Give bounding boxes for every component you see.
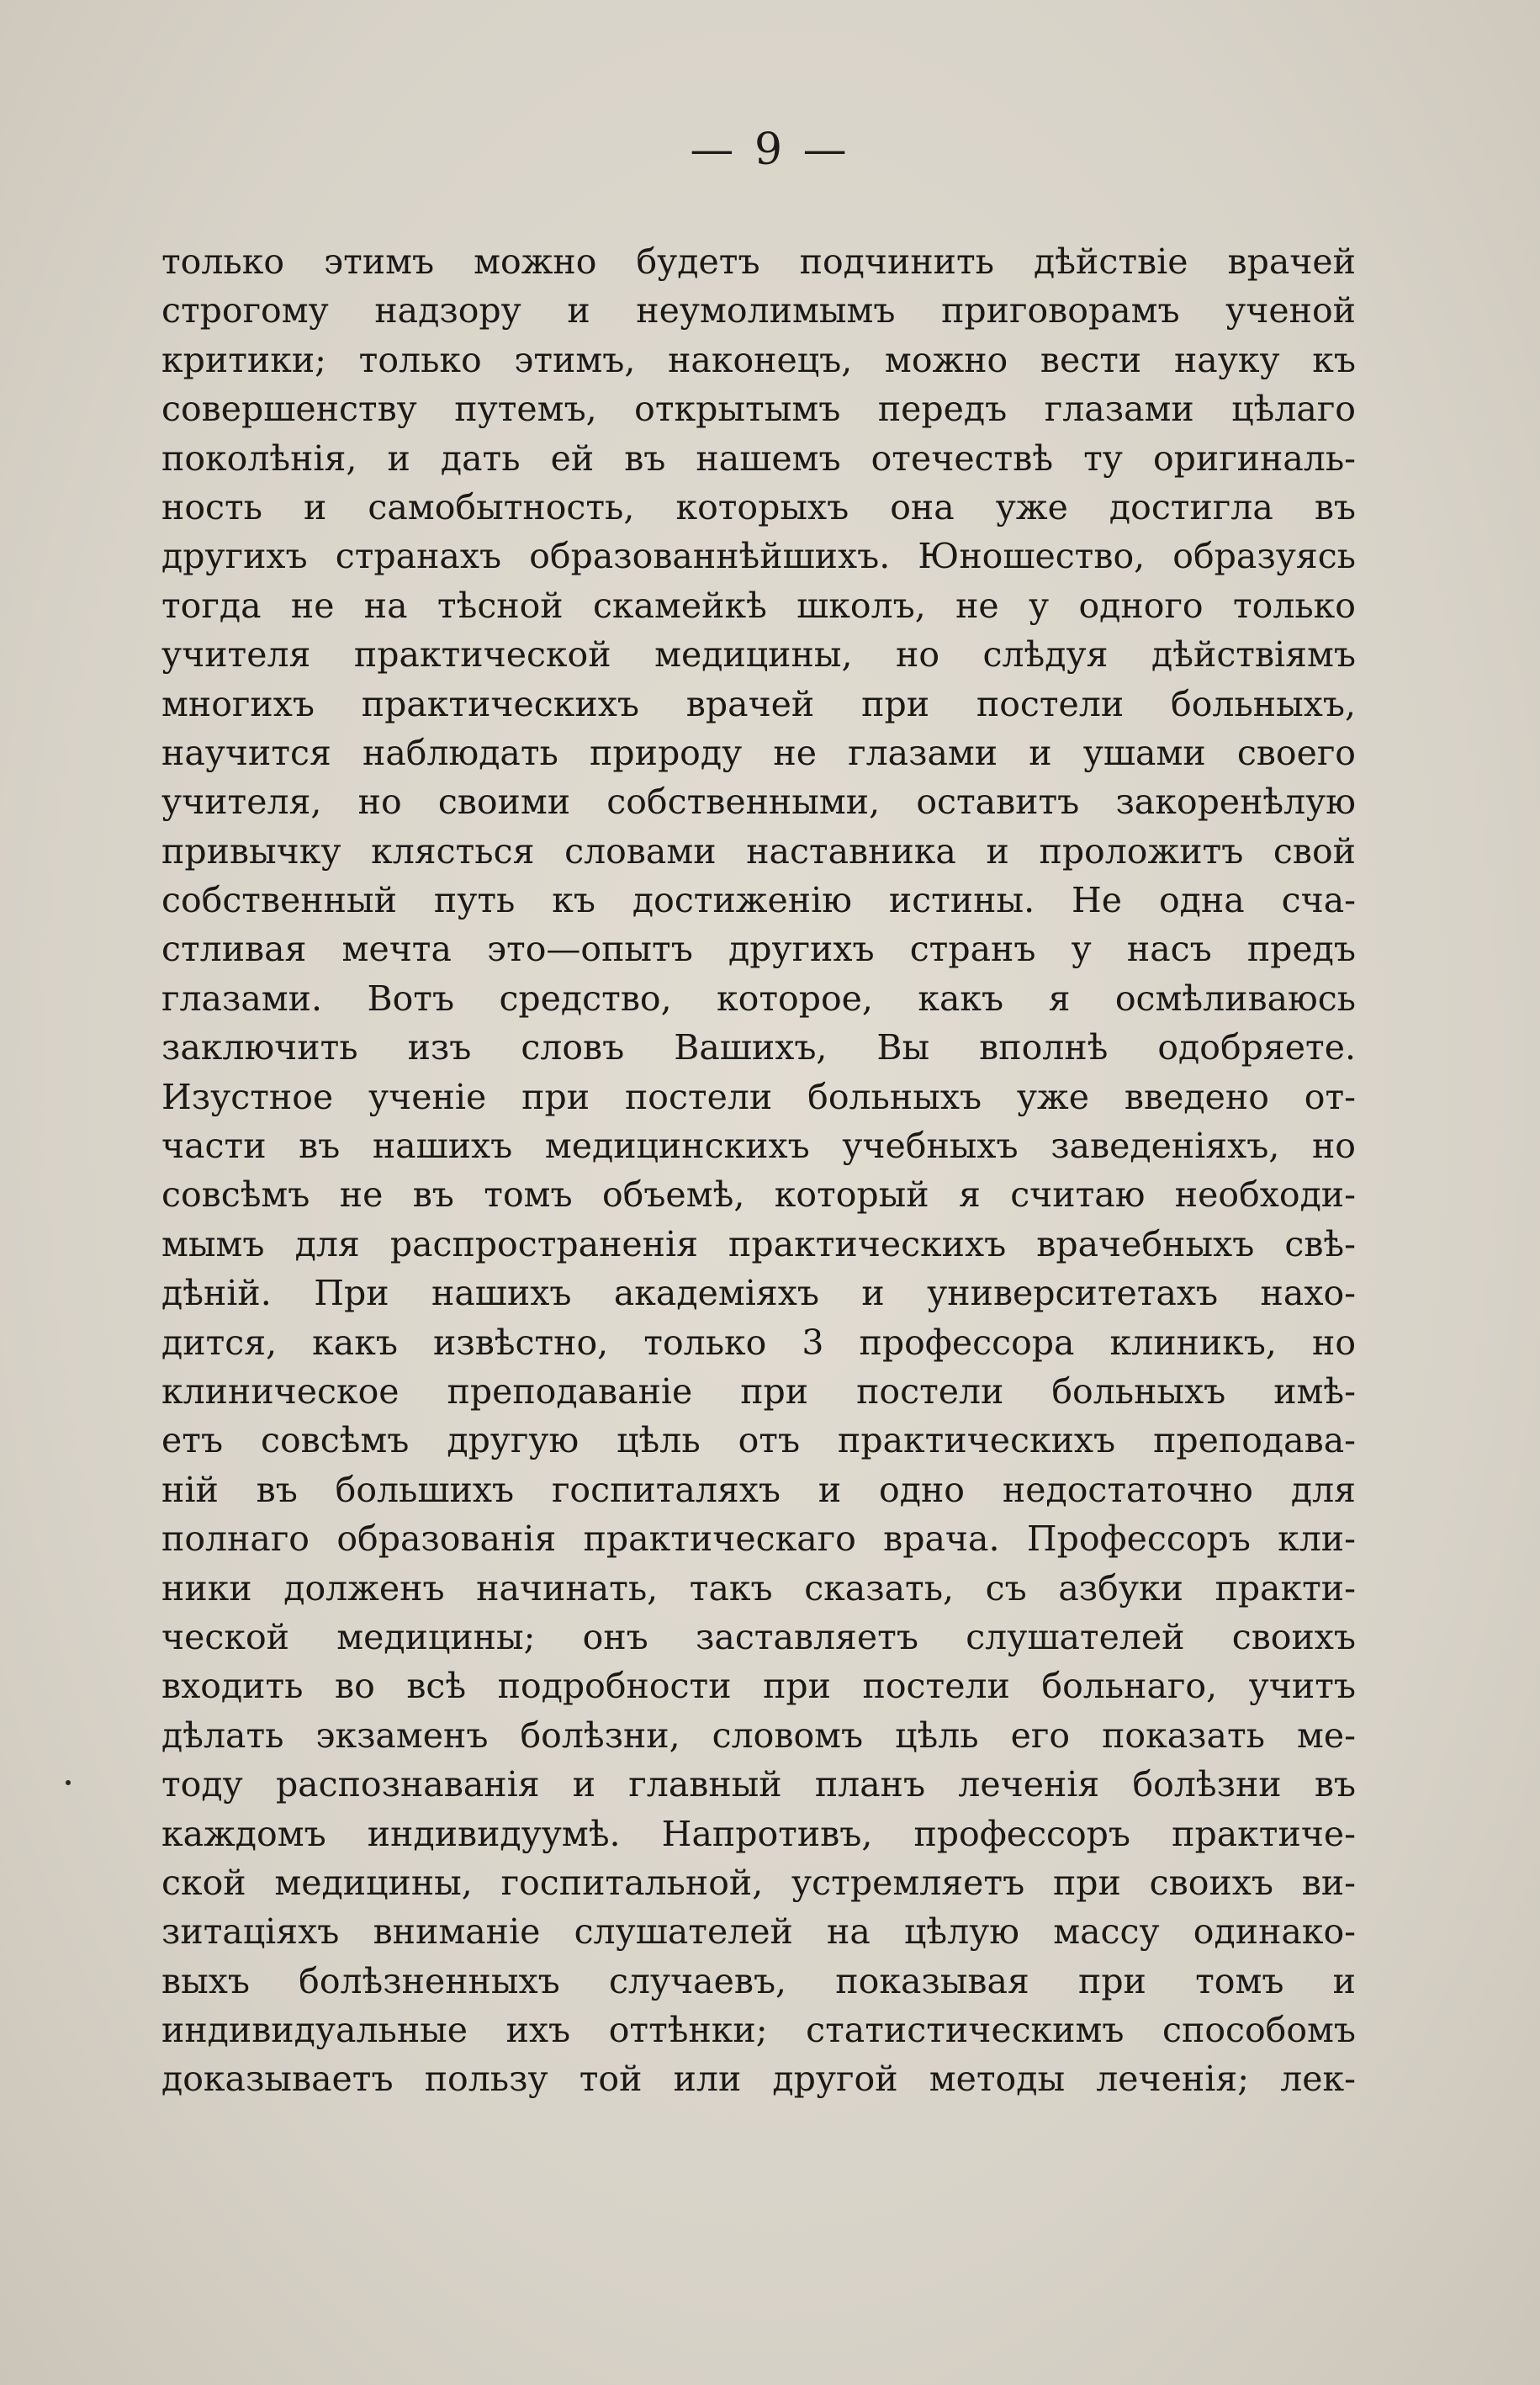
text-line: каждомъ индивидуумѣ. Напротивъ, профессоръ практиче- bbox=[161, 1813, 1356, 1854]
text-line: заключить изъ словъ Вашихъ, Вы вполнѣ одобряете. bbox=[161, 1027, 1356, 1068]
text-line: мымъ для распространенія практическихъ врачебныхъ свѣ- bbox=[161, 1223, 1356, 1264]
text-line: только этимъ можно будетъ подчинить дѣйствіе врачей bbox=[161, 241, 1356, 282]
text-line: другихъ странахъ образованнѣйшихъ. Юношество, образуясь bbox=[161, 536, 1356, 577]
text-line: клиническое преподаваніе при постели больныхъ имѣ- bbox=[161, 1370, 1356, 1412]
text-line: ность и самобытность, которыхъ она уже достигла въ bbox=[161, 486, 1356, 527]
text-line: поколѣнія, и дать ей въ нашемъ отечествѣ ту оригиналь- bbox=[161, 437, 1356, 479]
ink-speck bbox=[66, 1780, 71, 1785]
text-line: учителя, но своими собственными, оставитъ закоренѣлую bbox=[161, 782, 1356, 823]
text-line: стливая мечта это—опытъ другихъ странъ у насъ предъ bbox=[161, 929, 1356, 970]
page-number: — 9 — bbox=[690, 125, 850, 175]
text-line: дѣлать экзаменъ болѣзни, словомъ цѣль его показать ме- bbox=[161, 1715, 1356, 1756]
text-line: ской медицины, госпитальной, устремляетъ при своихъ ви- bbox=[161, 1862, 1356, 1903]
text-line: части въ нашихъ медицинскихъ учебныхъ заведеніяхъ, но bbox=[161, 1126, 1356, 1167]
text-line: критики; только этимъ, наконецъ, можно вести науку къ bbox=[161, 339, 1356, 380]
text-line: совершенству путемъ, открытымъ передъ глазами цѣлаго bbox=[161, 389, 1356, 430]
text-line: зитаціяхъ вниманіе слушателей на цѣлую массу одинако- bbox=[161, 1911, 1356, 1953]
text-line: ники долженъ начинать, такъ сказать, съ азбуки практи- bbox=[161, 1567, 1356, 1609]
text-line: тогда не на тѣсной скамейкѣ школъ, не у одного только bbox=[161, 585, 1356, 626]
text-line: дѣній. При нашихъ академіяхъ и университетахъ нахо- bbox=[161, 1273, 1356, 1314]
text-line: полнаго образованія практическаго врача. Профессоръ кли- bbox=[161, 1518, 1356, 1560]
text-line: совсѣмъ не въ томъ объемѣ, который я считаю необходи- bbox=[161, 1174, 1356, 1216]
text-line: собственный путь къ достиженію истины. Не одна сча- bbox=[161, 880, 1356, 921]
text-line: входить во всѣ подробности при постели больнаго, учитъ bbox=[161, 1666, 1356, 1707]
text-line: тоду распознаванія и главный планъ леченія болѣзни въ bbox=[161, 1764, 1356, 1805]
text-line: учителя практической медицины, но слѣдуя дѣйствіямъ bbox=[161, 634, 1356, 676]
text-line: многихъ практическихъ врачей при постели больныхъ, bbox=[161, 683, 1356, 724]
text-line: привычку клясться словами наставника и проложитъ свой bbox=[161, 830, 1356, 872]
body-text bbox=[161, 237, 1356, 2104]
text-line: ній въ большихъ госпиталяхъ и одно недостаточно для bbox=[161, 1469, 1356, 1510]
text-line: строгому надзору и неумолимымъ приговорамъ ученой bbox=[161, 290, 1356, 331]
text-line: индивидуальные ихъ оттѣнки; статистическимъ способомъ bbox=[161, 2010, 1356, 2051]
text-line: доказываетъ пользу той или другой методы леченія; лек- bbox=[161, 2059, 1356, 2100]
text-line: научится наблюдать природу не глазами и ушами своего bbox=[161, 732, 1356, 773]
text-line: глазами. Вотъ средство, которое, какъ я осмѣливаюсь bbox=[161, 978, 1356, 1019]
text-line: ческой медицины; онъ заставляетъ слушателей своихъ bbox=[161, 1616, 1356, 1657]
text-line: етъ совсѣмъ другую цѣль отъ практическихъ преподава- bbox=[161, 1420, 1356, 1461]
text-line: выхъ болѣзненныхъ случаевъ, показывая при томъ и bbox=[161, 1960, 1356, 2001]
text-line: дится, какъ извѣстно, только 3 профессора клиникъ, но bbox=[161, 1322, 1356, 1363]
text-line: Изустное ученіе при постели больныхъ уже введено от- bbox=[161, 1076, 1356, 1117]
